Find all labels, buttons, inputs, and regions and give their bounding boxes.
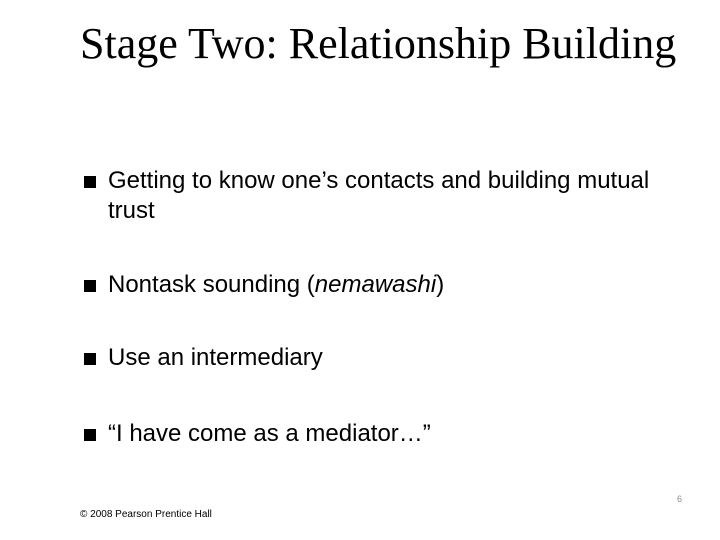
page-number: 6	[676, 494, 682, 504]
square-bullet-icon	[84, 176, 96, 188]
bullet-text: Getting to know one’s contacts and building mutual trust	[108, 167, 650, 224]
bullet-item	[80, 343, 680, 373]
bullet-item	[80, 270, 680, 300]
bullet-text: Use an intermediary	[108, 344, 323, 371]
copyright-footer: © 2008 Pearson Prentice Hall	[80, 509, 212, 520]
bullet-text	[108, 270, 680, 300]
bullet-item	[80, 419, 680, 449]
square-bullet-icon	[84, 429, 96, 441]
slide-title: Stage Two: Relationship Building	[80, 19, 677, 68]
square-bullet-icon	[84, 280, 96, 292]
bullet-text-italic: nemawashi	[314, 271, 437, 298]
bullet-item	[80, 166, 680, 226]
bullet-text-before: Nontask sounding (	[108, 271, 315, 298]
bullet-text: “I have come as a mediator…”	[108, 420, 431, 447]
bullet-text-after: )	[436, 271, 445, 298]
square-bullet-icon	[84, 353, 96, 365]
